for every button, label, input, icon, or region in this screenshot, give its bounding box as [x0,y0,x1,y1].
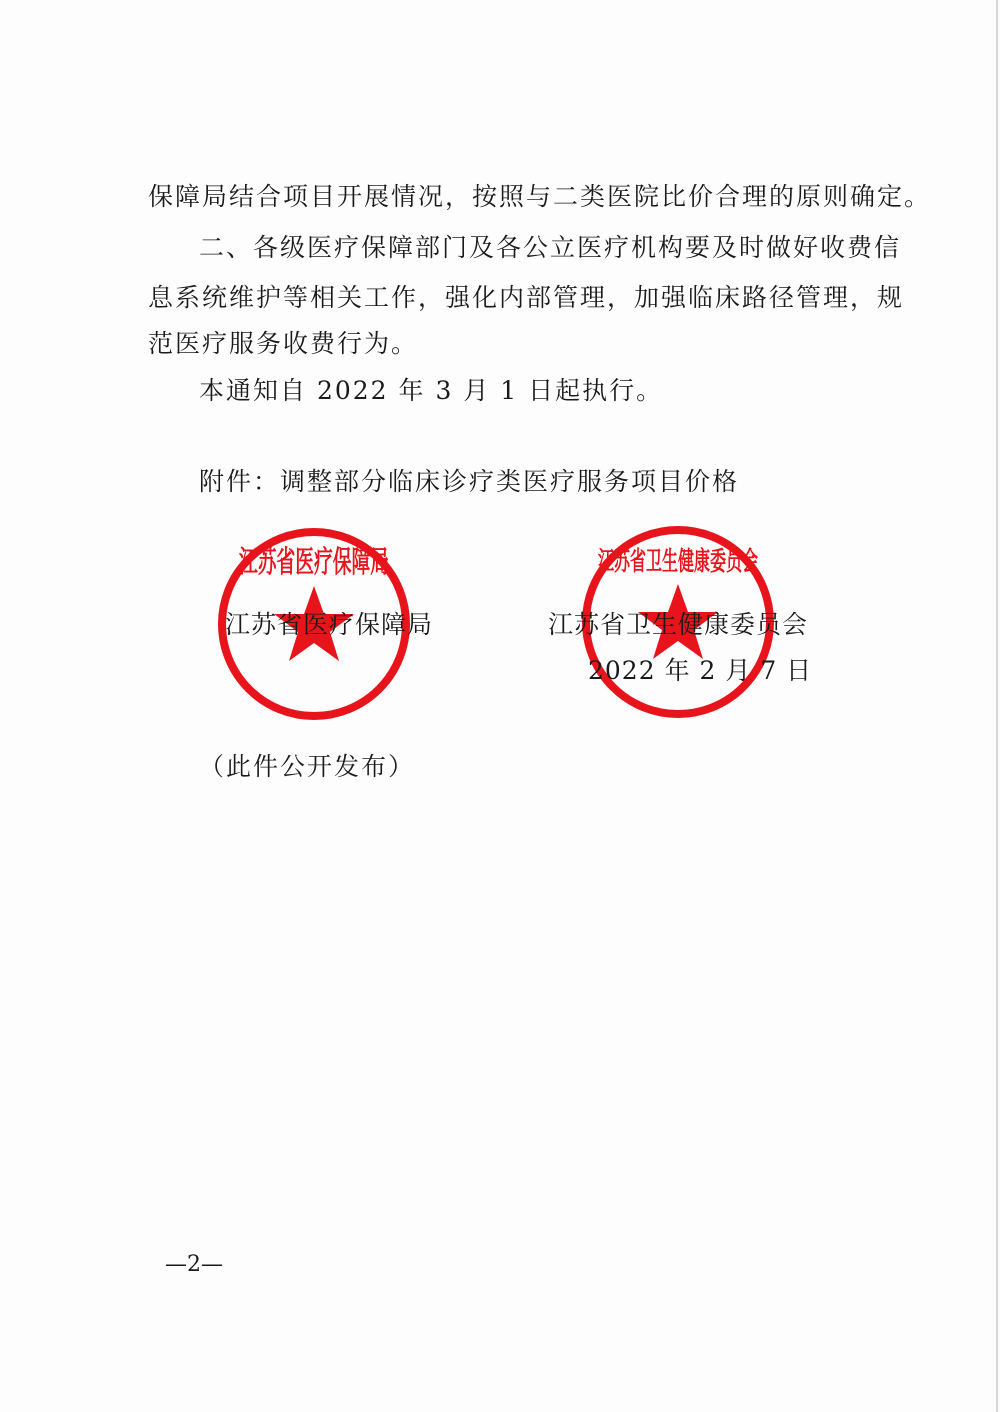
page-number: —2— [165,1252,223,1277]
right-seal-text: 江苏省卫生健康委员会 [598,547,859,577]
paragraph2-line1: 二、各级医疗保障部门及各公立医疗机构要及时做好收费信 [199,233,902,262]
signature-date: 2022 年 2 月 7 日 [588,656,813,685]
left-signer-org: 江苏省医疗保障局 [225,610,434,639]
paragraph1-line1: 保障局结合项目开展情况，按照与二类医院比价合理的原则确定。 [148,182,932,211]
paragraph2-line3: 范医疗服务收费行为。 [148,329,419,358]
right-signer-org: 江苏省卫生健康委员会 [548,610,809,639]
paragraph2-line2: 息系统维护等相关工作，强化内部管理，加强临床路径管理，规 [148,283,905,312]
attachment-line: 附件：调整部分临床诊疗类医疗服务项目价格 [199,467,740,496]
left-seal-text: 江苏省医疗保障局 [239,545,389,580]
effective-date: 本通知自 2022 年 3 月 1 日起执行。 [199,376,664,405]
publication-note: （此件公开发布） [199,752,416,781]
scan-edge [996,0,998,1412]
